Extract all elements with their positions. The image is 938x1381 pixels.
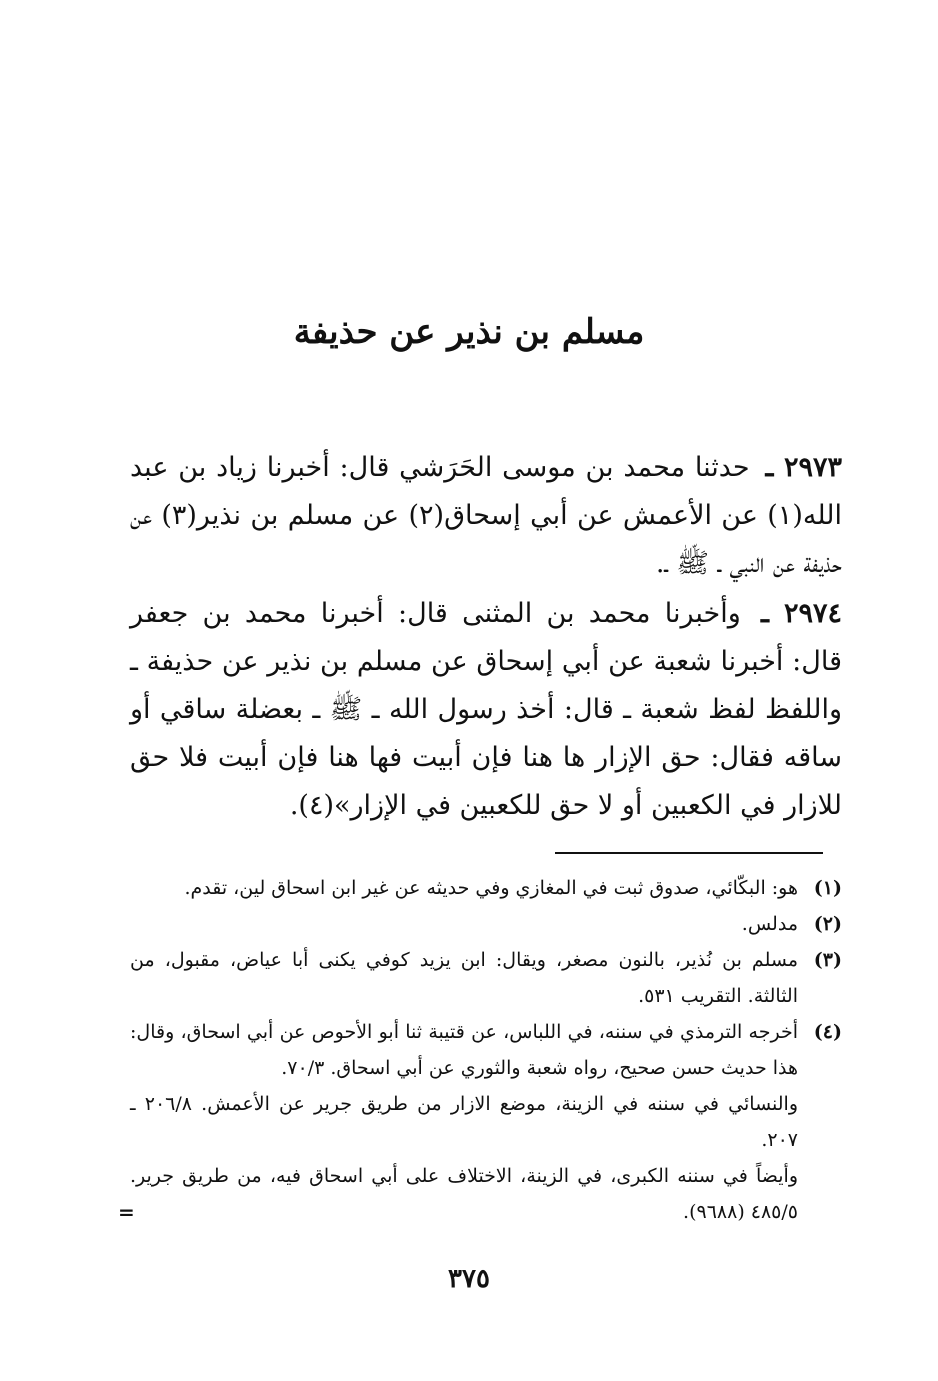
footnote-body bbox=[130, 870, 798, 906]
footnote-number: (٣) bbox=[813, 949, 842, 971]
footnote-text: مدلس. bbox=[741, 913, 798, 935]
footnote-text: هو: البكّائي، صدوق ثبت في المغازي وفي حديثه عن غير ابن اسحاق لين، تقدم. bbox=[184, 877, 798, 899]
chapter-title: مسلم بن نذير عن حذيفة bbox=[293, 312, 645, 352]
footnote-number: (٢) bbox=[813, 913, 842, 935]
footnotes bbox=[130, 870, 842, 1230]
footnote-text: وأيضاً في سننه الكبرى، في الزينة، الاختلاف على أبي اسحاق فيه، من طريق جرير. ٤٨٥/٥ (٩٦٨٨). bbox=[130, 1165, 798, 1223]
footnote-text: مسلم بن نُذير، بالنون مصغر، ويقال: ابن يزيد كوفي يكنى أبا عياض، مقبول، من الثالثة. التقريب ٥٣١. bbox=[130, 949, 798, 1007]
hadith-2974 bbox=[130, 590, 842, 830]
footnote-number: (١) bbox=[813, 877, 842, 899]
footnote-text: أخرجه الترمذي في سننه، في اللباس، عن قتيبة ثنا أبو الأحوص عن أبي اسحاق، وقال: هذا حديث حسن صحيح، رواه شعبة والثوري عن أبي اسحاق. ٧٠/٣. bbox=[130, 1021, 798, 1079]
hadith-text: وأخبرنا محمد بن المثنى قال: أخبرنا محمد بن جعفر قال: أخبرنا شعبة عن أبي إسحاق عن مسلم بن نذير عن حذيفة ـ واللفظ لفظ شعبة ـ قال: أخذ رسول الله ـ ﷺ ـ بعضلة ساقي أو ساقه فقال: حق الإزار ها هنا فإن أبيت فها هنا فإن أبيت فلا حق للازار في الكعبين أو لا حق للكعبين في الإزار»(٤). bbox=[130, 598, 842, 821]
continuation-mark: = bbox=[118, 1200, 135, 1224]
footnote-2 bbox=[130, 906, 842, 942]
footnote-separator bbox=[555, 852, 823, 854]
footnote-body bbox=[130, 906, 798, 942]
footnote-text: والنسائي في سننه في الزينة، موضع الازار من طريق جرير عن الأعمش. ٢٠٦/٨ ـ ٢٠٧. bbox=[130, 1093, 799, 1151]
footnote-body bbox=[130, 1014, 798, 1230]
page-number: ٣٧٥ bbox=[448, 1264, 490, 1294]
hadith-2973 bbox=[130, 444, 842, 588]
footnote-number: (٤) bbox=[813, 1021, 842, 1043]
footnote-4 bbox=[130, 1014, 842, 1230]
hadith-number: ٢٩٧٤ ـ bbox=[760, 598, 842, 629]
footnote-body bbox=[130, 942, 798, 1014]
hadith-number: ٢٩٧٣ ـ bbox=[765, 452, 842, 483]
footnote-1 bbox=[130, 870, 842, 906]
footnote-3 bbox=[130, 942, 842, 1014]
hadith-text: حدثنا محمد بن موسى الحَرَشي قال: أخبرنا زياد بن عبد الله(١) عن الأعمش عن أبي إسحاق(٢) عن مسلم بن نذير(٣) عن حذيفة عن النبي ـ ﷺ ـ. bbox=[130, 452, 842, 579]
